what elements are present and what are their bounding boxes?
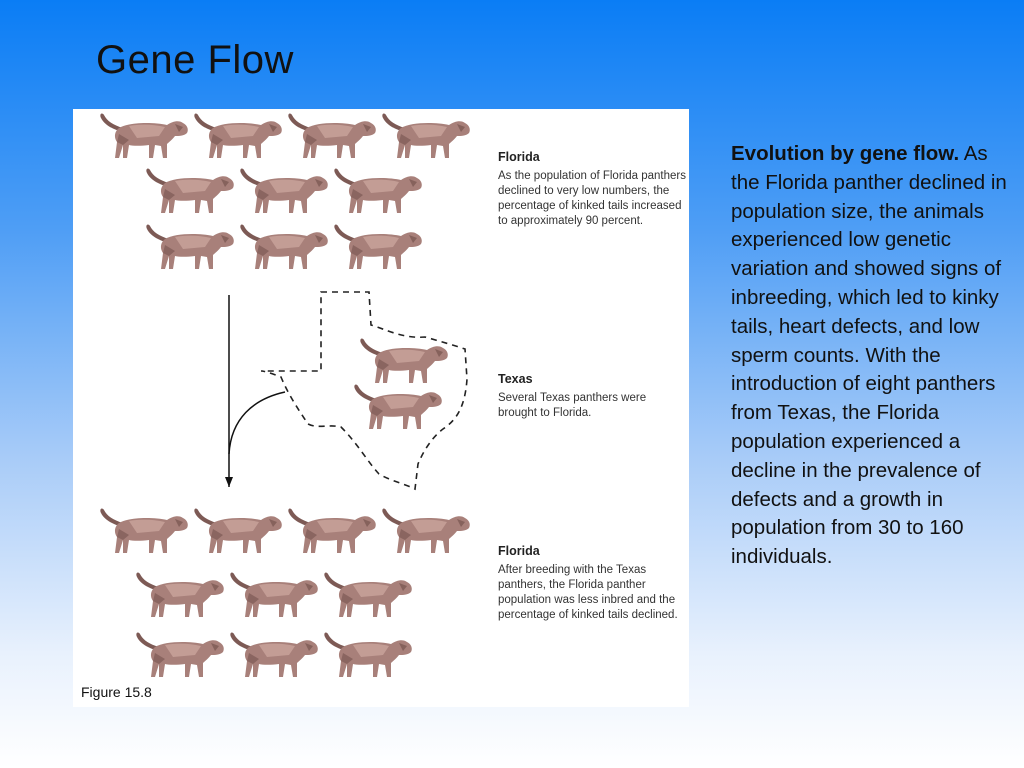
caption-body: As the Florida panther declined in population size, the animals experienced low genetic variation and showed signs of inbreeding, which led to kinky tails, heart defects, and low sperm counts. With the introduction of eight panthers from Texas, the Florida population experienced a decline in the prevalence of defects and a growth in population from 30 to 160 individuals. [731,142,1007,569]
figure-label: Figure 15.8 [81,684,152,700]
texas-heading: Texas [498,372,533,386]
texas-text: Several Texas panthers were brought to Florida. [498,392,647,419]
florida-after-note [498,544,684,623]
texas-note [498,372,648,421]
slide-title: Gene Flow [96,38,294,82]
florida-after-heading: Florida [498,544,540,558]
florida-before-text: As the population of Florida panthers declined to very low numbers, the percentage of kinked tails increased to approximately 90 percent. [498,170,686,227]
florida-after-text: After breeding with the Texas panthers, the Florida panther population was less inbred and the percentage of kinked tails declined. [498,564,678,621]
florida-before-note [498,150,688,229]
caption-lead: Evolution by gene flow. [731,142,960,165]
caption [731,140,1016,572]
figure-panel [73,109,689,707]
florida-before-heading: Florida [498,150,540,164]
